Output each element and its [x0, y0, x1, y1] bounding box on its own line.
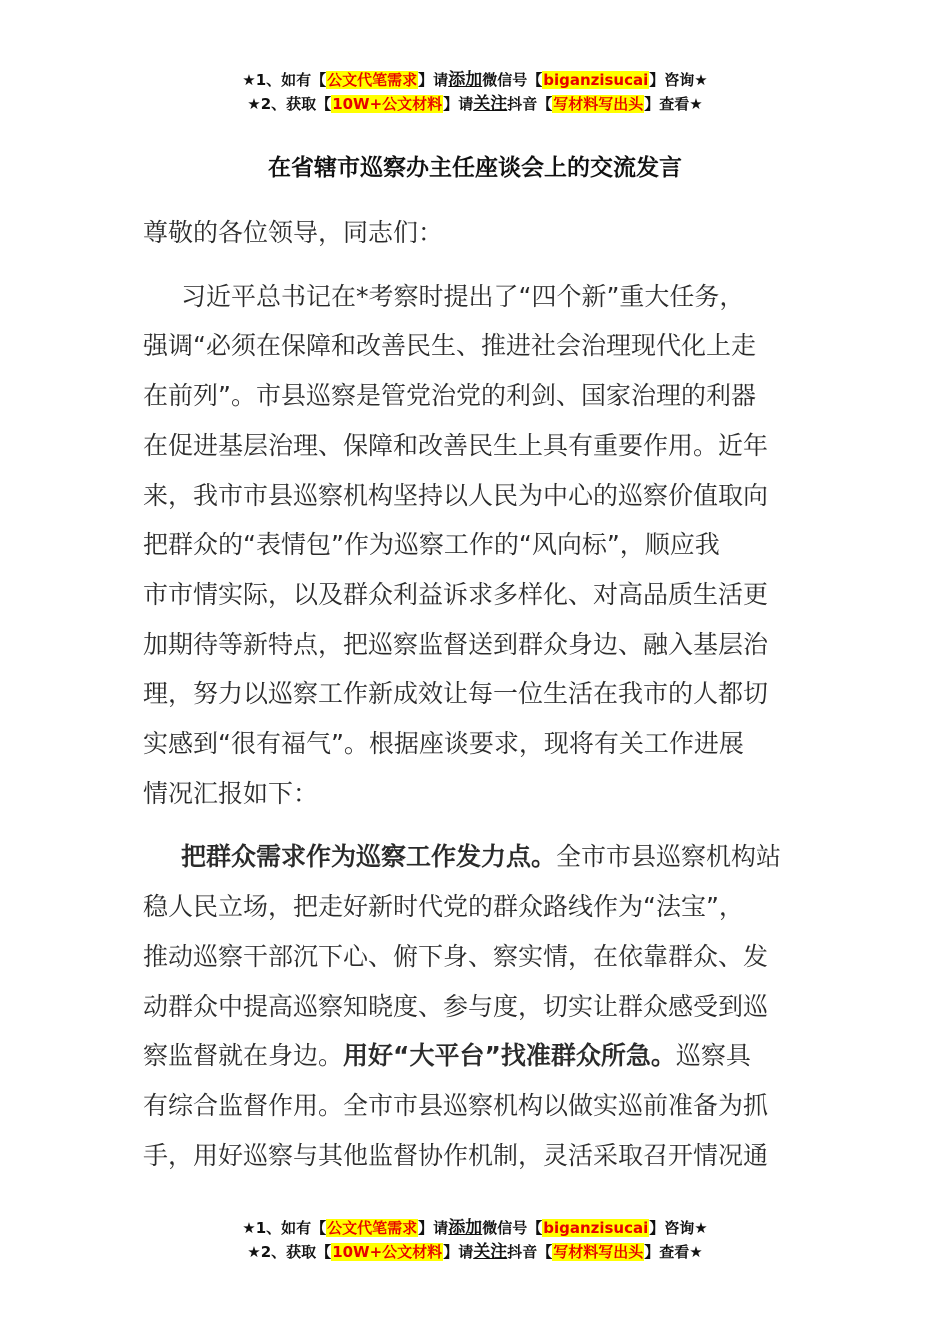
promo-underline: 关注 — [473, 94, 508, 114]
text-line: 稳人民立场，把走好新时代党的群众路线作为“法宝”， — [143, 892, 744, 922]
text-segment: 察监督就在身边。 — [143, 1041, 344, 1071]
text-line: 情况汇报如下： — [143, 778, 319, 808]
paragraph-intro — [143, 272, 807, 819]
promo-text: 微信号【 — [482, 1219, 543, 1237]
promo-text: ★1、如有【 — [242, 1219, 327, 1237]
promo-text: 】请 — [443, 95, 474, 113]
text-line: 来，我市市县巡察机构坚持以人民为中心的巡察价值取向 — [143, 480, 769, 510]
promo-douyin-id: 写材料写出头 — [553, 1243, 644, 1261]
promo-highlight: 10W+公文材料 — [332, 1243, 443, 1261]
promo-underline: 添加 — [448, 70, 483, 90]
promo-text: 】请 — [418, 1219, 449, 1237]
text-line: 加期待等新特点，把巡察监督送到群众身边、融入基层治 — [143, 629, 769, 659]
promo-line-1 — [0, 68, 950, 92]
document-body — [143, 208, 807, 1180]
text-line: 强调“必须在保障和改善民生、推进社会治理现代化上走 — [143, 331, 756, 361]
promo-line-1 — [0, 1216, 950, 1240]
promo-text: 抖音【 — [507, 1243, 553, 1261]
promo-text: ★2、获取【 — [247, 95, 332, 113]
promo-text: 】查看★ — [644, 95, 703, 113]
text-line — [143, 832, 807, 882]
promo-text: 】咨询★ — [649, 1219, 708, 1237]
promo-text: ★2、获取【 — [247, 1243, 332, 1261]
text-line: 推动巡察干部沉下心、俯下身、察实情，在依靠群众、发 — [143, 941, 769, 971]
promo-text: 】请 — [418, 71, 449, 89]
promo-text: 】咨询★ — [649, 71, 708, 89]
text-line: 实感到“很有福气”。根据座谈要求，现将有关工作进展 — [143, 729, 744, 759]
promo-banner-top — [0, 68, 950, 116]
document-title: 在省辖市巡察办主任座谈会上的交流发言 — [268, 155, 682, 181]
text-line: 习近平总书记在*考察时提出了“四个新”重大任务， — [181, 281, 745, 311]
text-line: 在前列”。市县巡察是管党治党的利剑、国家治理的利器 — [143, 381, 756, 411]
text-line: 理，努力以巡察工作新成效让每一位生活在我市的人都切 — [143, 679, 769, 709]
promo-highlight: 公文代笔需求 — [327, 1219, 418, 1237]
promo-text: 】请 — [443, 1243, 474, 1261]
promo-line-2 — [0, 92, 950, 116]
promo-underline: 添加 — [448, 1218, 483, 1238]
promo-douyin-id: 写材料写出头 — [553, 95, 644, 113]
text-segment: 巡察具 — [675, 1041, 751, 1071]
promo-wechat-id: biganzisucai — [543, 71, 649, 89]
promo-text: 抖音【 — [507, 95, 553, 113]
salutation: 尊敬的各位领导，同志们： — [143, 218, 444, 247]
text-line: 有综合监督作用。全市市县巡察机构以做实巡前准备为抓 — [143, 1090, 769, 1120]
paragraph-section-1 — [143, 832, 807, 1180]
section-heading: 把群众需求作为巡察工作发力点。 — [181, 842, 557, 872]
text-line: 动群众中提高巡察知晓度、参与度，切实让群众感受到巡 — [143, 991, 769, 1021]
promo-highlight: 公文代笔需求 — [327, 71, 418, 89]
promo-line-2 — [0, 1240, 950, 1264]
text-line — [143, 1031, 807, 1081]
text-line: 把群众的“表情包”作为巡察工作的“风向标”，顺应我 — [143, 530, 720, 560]
text-line: 在促进基层治理、保障和改善民生上具有重要作用。近年 — [143, 430, 769, 460]
promo-text: 微信号【 — [482, 71, 543, 89]
text-line: 市市情实际，以及群众利益诉求多样化、对高品质生活更 — [143, 579, 769, 609]
promo-highlight: 10W+公文材料 — [332, 95, 443, 113]
promo-underline: 关注 — [473, 1242, 508, 1262]
subsection-heading: 用好“大平台”找准群众所急。 — [343, 1041, 676, 1071]
promo-banner-bottom — [0, 1216, 950, 1264]
promo-wechat-id: biganzisucai — [543, 1219, 649, 1237]
promo-text: 】查看★ — [644, 1243, 703, 1261]
text-line: 手，用好巡察与其他监督协作机制，灵活采取召开情况通 — [143, 1140, 769, 1170]
text-segment: 全市市县巡察机构站 — [556, 842, 782, 872]
promo-text: ★1、如有【 — [242, 71, 327, 89]
